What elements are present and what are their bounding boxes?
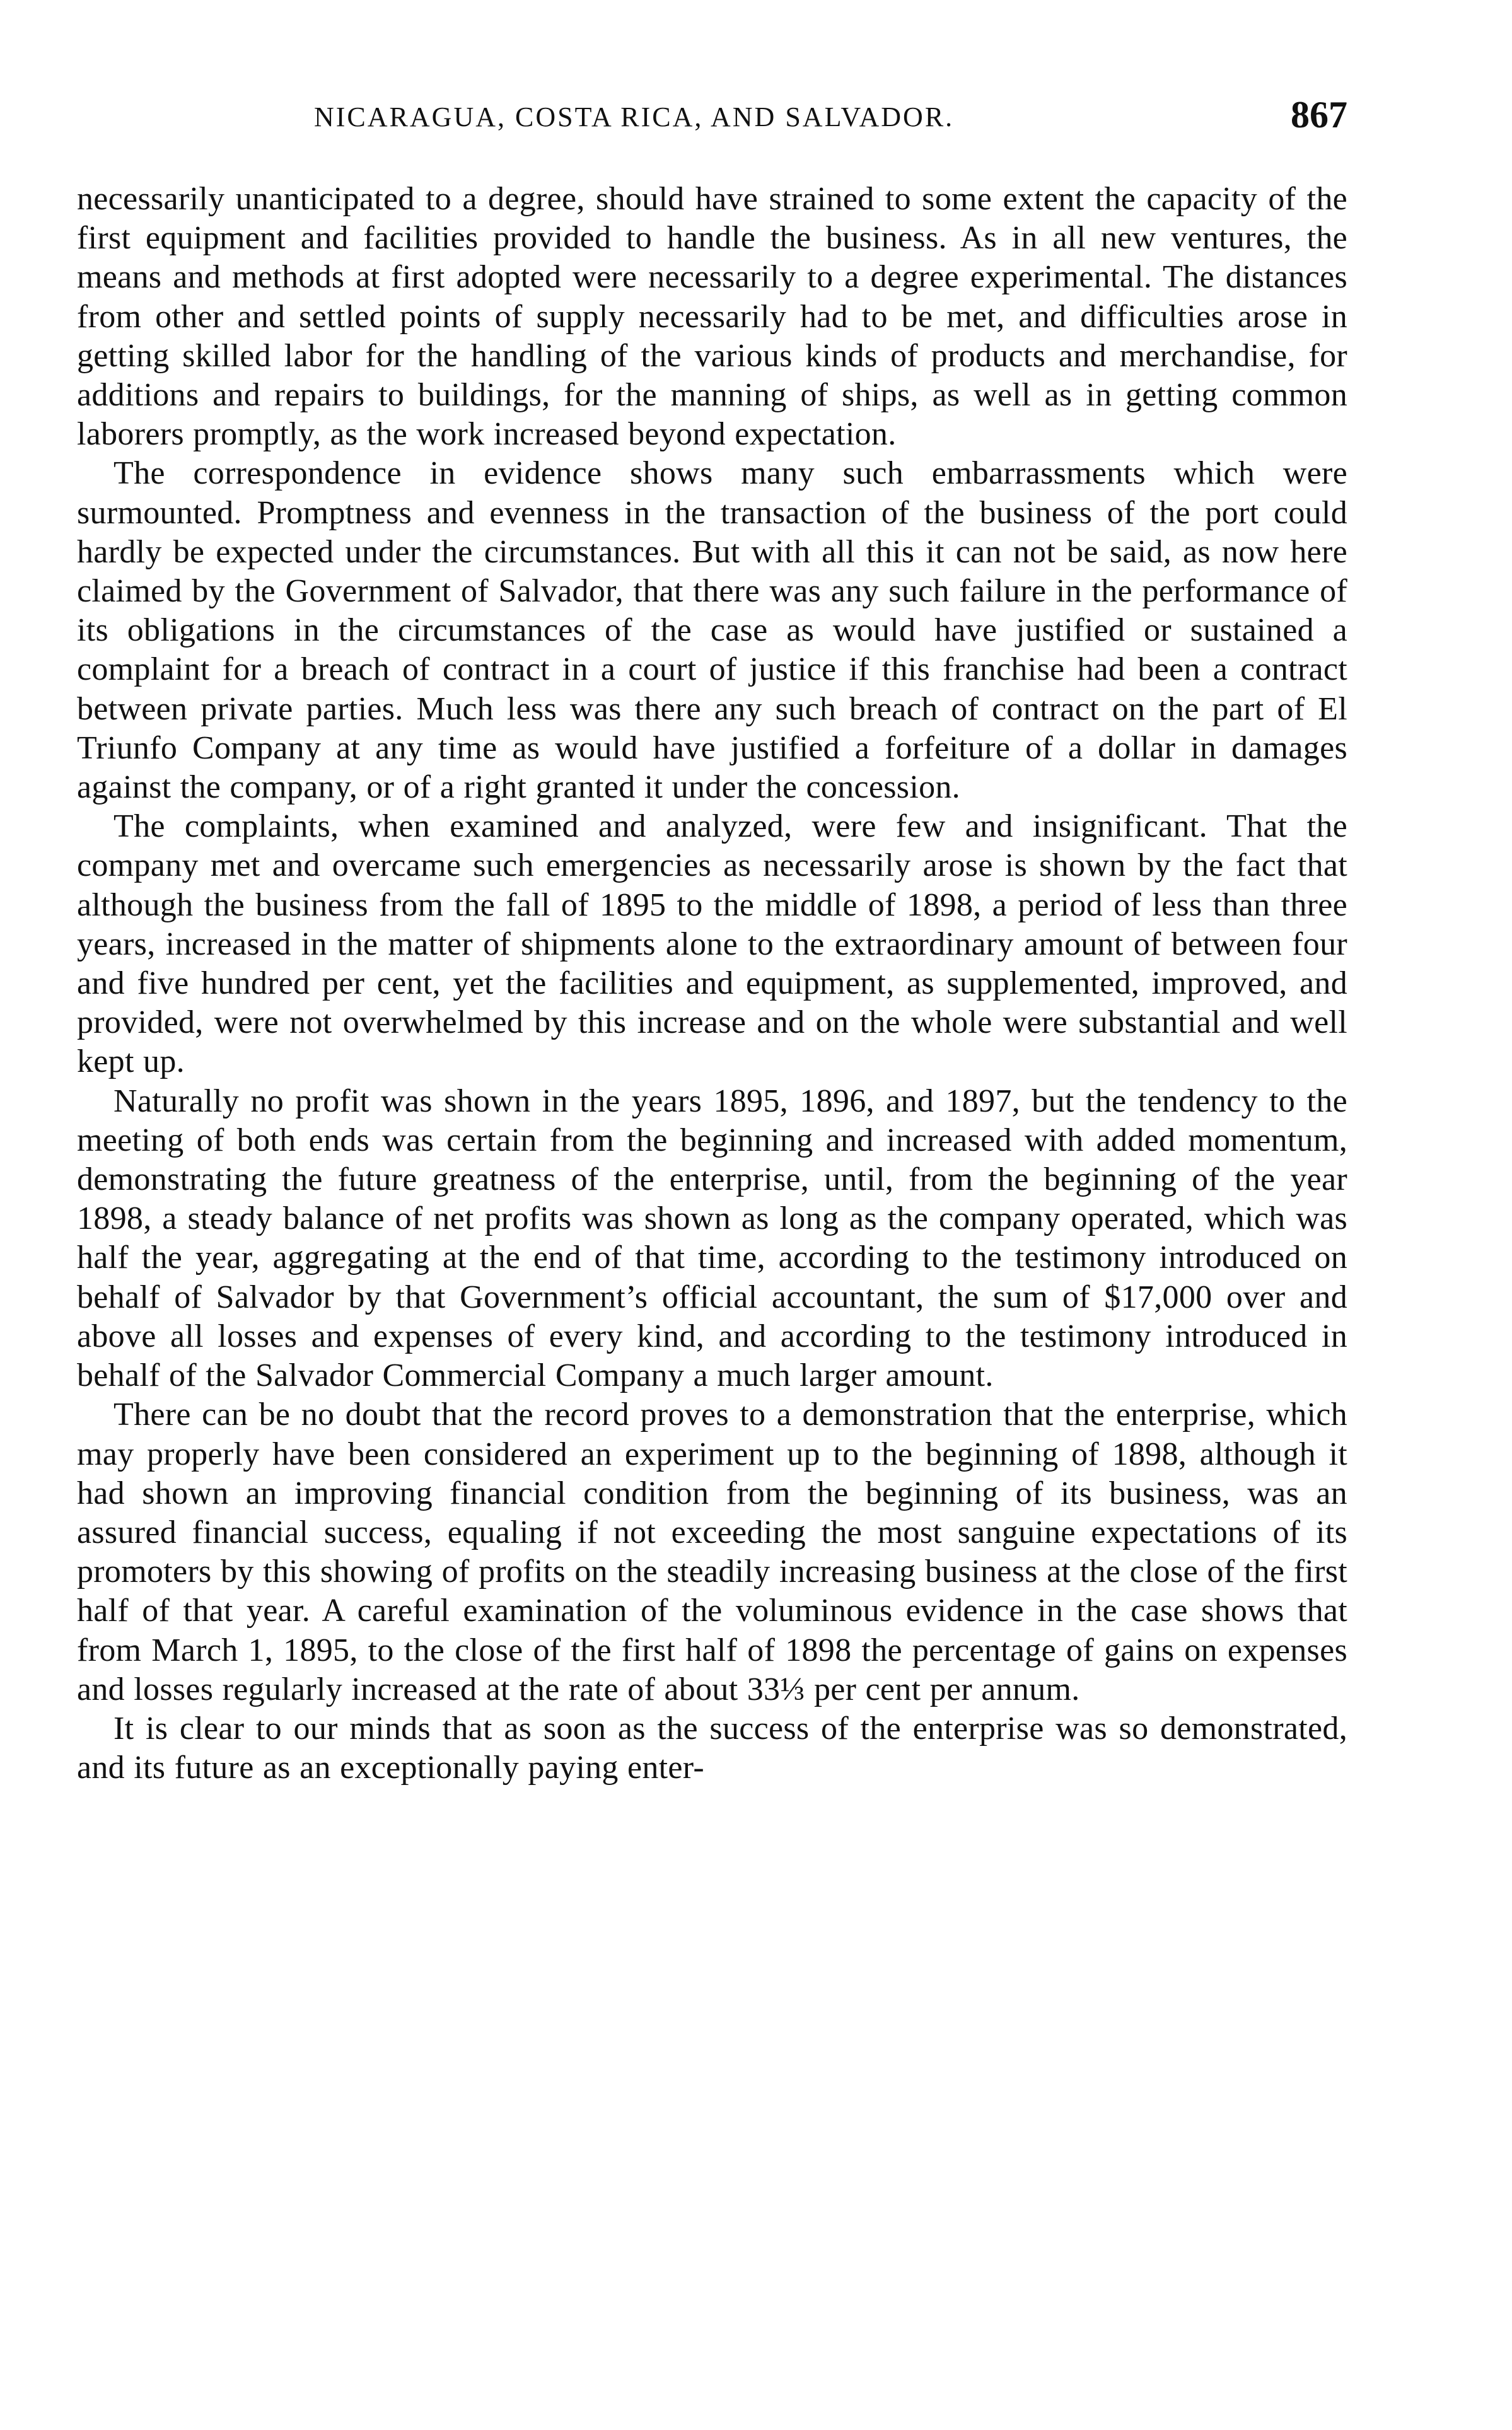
running-head: [77, 93, 1347, 144]
running-title: NICARAGUA, COSTA RICA, AND SALVADOR.: [314, 102, 955, 132]
page-number: 867: [1291, 94, 1347, 136]
paragraph: There can be no doubt that the record proves to a demonstration that the enterprise, which may properly have been considered an experiment up to the beginning of 1898, although it had shown an improving financial condition from the beginning of its business, was an assured financial success, equaling if not exceeding the most sanguine expectations of its promoters by this showing of profits on the steadily increasing business at the close of the first half of that year. A careful examination of the voluminous evidence in the case shows that from March 1, 1895, to the close of the first half of 1898 the percentage of gains on expenses and losses regularly increased at the rate of about 33⅓ per cent per annum.: [77, 1397, 1347, 1707]
body-text: [77, 180, 1347, 1788]
paragraph: It is clear to our minds that as soon as the success of the enterprise was so demonstrated, and its future as an exceptionally paying enter-: [77, 1710, 1347, 1786]
paragraph: Naturally no profit was shown in the years 1895, 1896, and 1897, but the tendency to the meeting of both ends was certain from the beginning and increased with added momentum, demonstrating the future greatness of the enterprise, until, from the beginning of the year 1898, a steady balance of net profits was shown as long as the company operated, which was half the year, aggregating at the end of that time, according to the testimony introduced on behalf of Salvador by that Government’s official accountant, the sum of $17,000 over and above all losses and expenses of every kind, and according to the testimony introduced in behalf of the Salvador Commercial Company a much larger amount.: [77, 1083, 1347, 1394]
paragraph: necessarily unanticipated to a degree, should have strained to some extent the capacity of the first equipment and facilities provided to handle the business. As in all new ventures, the means and methods at first adopted were necessarily to a degree experimental. The distances from other and settled points of supply necessarily had to be met, and difficulties arose in getting skilled labor for the handling of the various kinds of products and merchandise, for additions and repairs to buildings, for the manning of ships, as well as in getting common laborers promptly, as the work increased beyond expectation.: [77, 181, 1347, 453]
paragraph: The complaints, when examined and analyzed, were few and insignificant. That the company met and overcame such emergencies as necessarily arose is shown by the fact that although the business from the fall of 1895 to the middle of 1898, a period of less than three years, increased in the matter of shipments alone to the extraordinary amount of between four and five hundred per cent, yet the facilities and equipment, as supplemented, improved, and provided, were not overwhelmed by this increase and on the whole were substantial and well kept up.: [77, 808, 1347, 1080]
paragraph: The correspondence in evidence shows many such embarrassments which were surmounted. Promptness and evenness in the transaction of the business of the port could hardly be expected under the circumstances. But with all this it can not be said, as now here claimed by the Government of Salvador, that there was any such failure in the performance of its obligations in the circumstances of the case as would have justified or sustained a complaint for a breach of contract in a court of justice if this franchise had been a contract between private parties. Much less was there any such breach of contract on the part of El Triunfo Company at any time as would have justified a forfeiture of a dollar in damages against the company, or of a right granted it under the concession.: [77, 455, 1347, 806]
